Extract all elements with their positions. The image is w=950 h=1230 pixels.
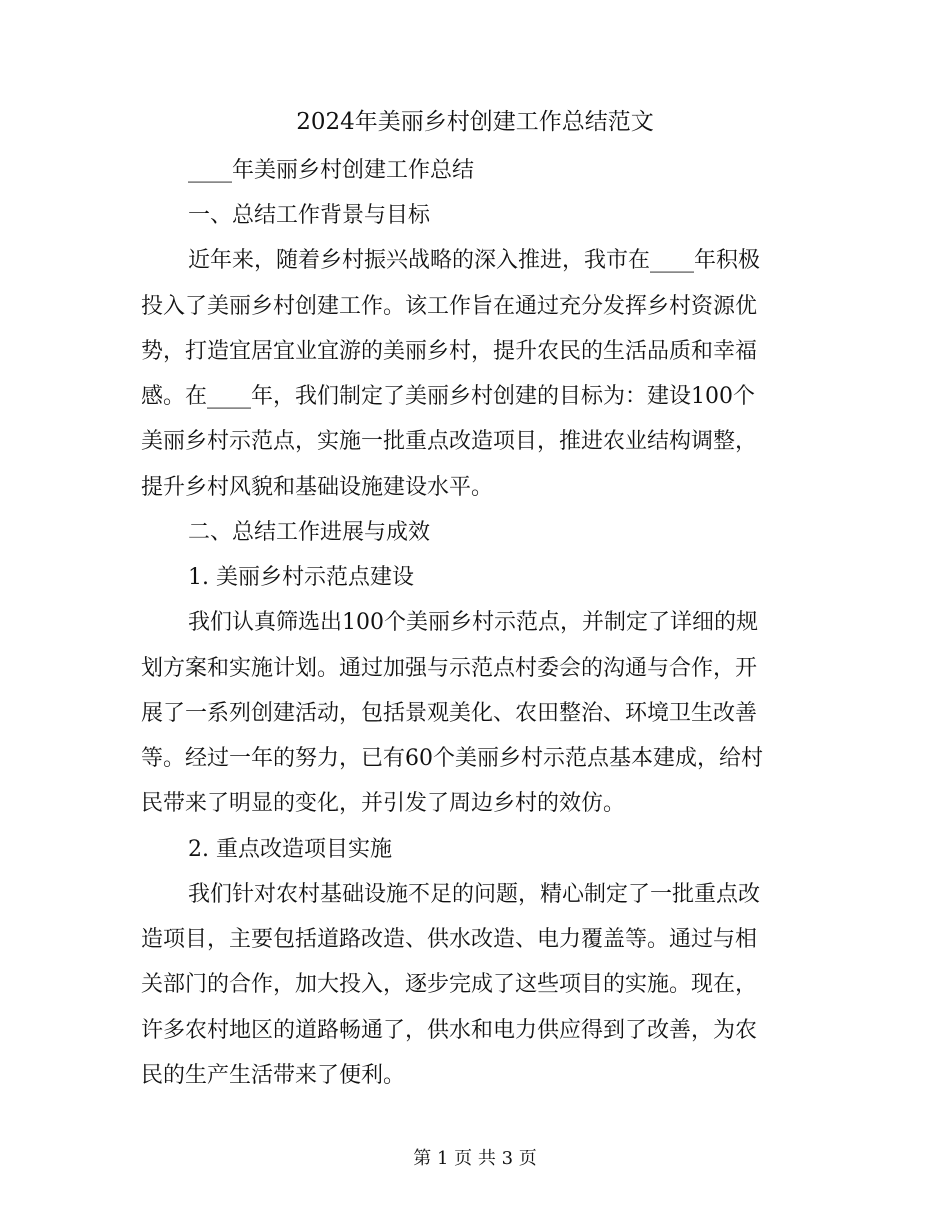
paragraph-1-line-3: 势，打造宜居宜业宜游的美丽乡村，提升农民的生活品质和幸福: [141, 339, 758, 364]
page-number-footer: 第 1 页 共 3 页: [413, 1148, 537, 1169]
paragraph-1-line-6: 提升乡村风貌和基础设施建设水平。: [141, 475, 494, 500]
paragraph-1-line-5: 美丽乡村示范点，实施一批重点改造项目，推进农业结构调整，: [141, 429, 758, 454]
paragraph-3-line-2: 造项目，主要包括道路改造、供水改造、电力覆盖等。通过与相: [141, 927, 758, 952]
paragraph-2-line-3: 展了一系列创建活动，包括景观美化、农田整治、环境卫生改善: [141, 701, 758, 726]
paragraph-3-line-3: 关部门的合作，加大投入，逐步完成了这些项目的实施。现在，: [141, 972, 758, 997]
subsection-heading-2: 2. 重点改造项目实施: [188, 837, 392, 862]
paragraph-3-line-4: 许多农村地区的道路畅通了，供水和电力供应得到了改善，为农: [141, 1018, 758, 1043]
section-heading-1: 一、总结工作背景与目标: [188, 203, 431, 228]
section-heading-2: 二、总结工作进展与成效: [188, 520, 431, 545]
paragraph-1-line-2: 投入了美丽乡村创建工作。该工作旨在通过充分发挥乡村资源优: [141, 294, 758, 319]
paragraph-2-line-2: 划方案和实施计划。通过加强与示范点村委会的沟通与合作，开: [141, 656, 758, 681]
paragraph-2-line-4: 等。经过一年的努力，已有60个美丽乡村示范点基本建成，给村: [141, 746, 763, 771]
paragraph-1-line-4: 感。在____年，我们制定了美丽乡村创建的目标为：建设100个: [141, 384, 755, 409]
paragraph-3-line-5: 民的生产生活带来了便利。: [141, 1063, 406, 1088]
paragraph-2-line-5: 民带来了明显的变化，并引发了周边乡村的效仿。: [141, 791, 626, 816]
document-title: 2024年美丽乡村创建工作总结范文: [296, 109, 654, 135]
subsection-heading-1: 1. 美丽乡村示范点建设: [188, 565, 414, 590]
paragraph-2-line-1: 我们认真筛选出100个美丽乡村示范点，并制定了详细的规: [188, 610, 758, 635]
paragraph-3-line-1: 我们针对农村基础设施不足的问题，精心制定了一批重点改: [188, 882, 761, 907]
paragraph-1-line-1: 近年来，随着乡村振兴战略的深入推进，我市在____年积极: [188, 248, 761, 273]
subtitle: ____年美丽乡村创建工作总结: [188, 158, 475, 183]
